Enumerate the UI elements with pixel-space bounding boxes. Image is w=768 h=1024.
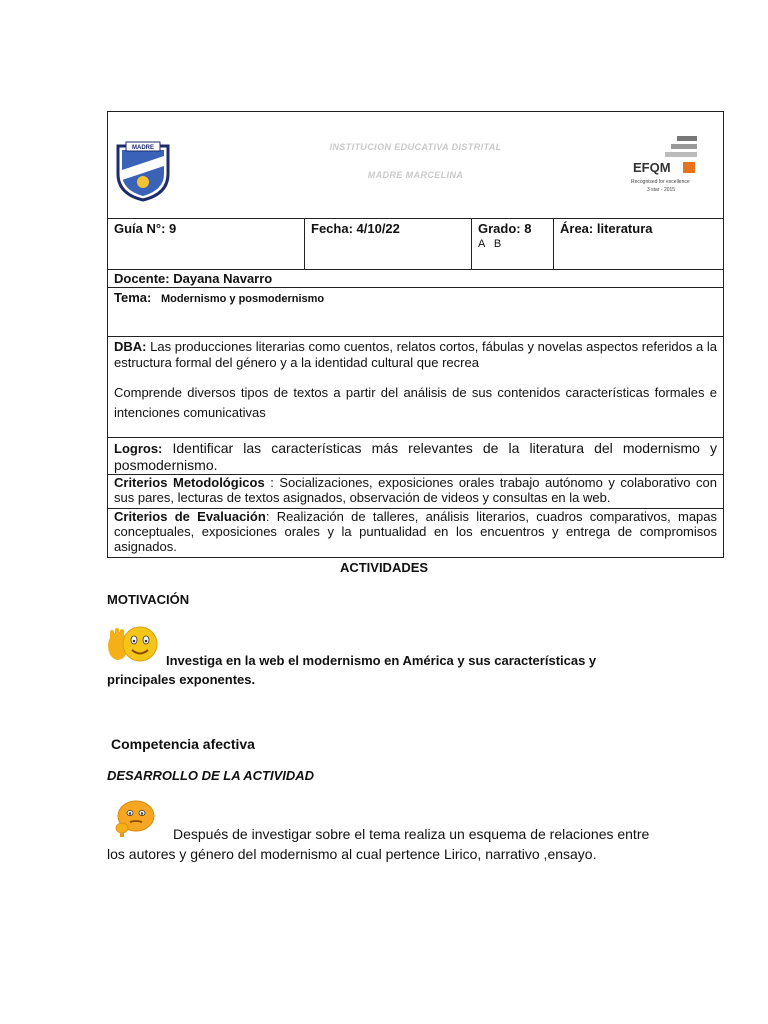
dba-text-1: Las producciones literarias como cuentos, relatos cortos, fábulas y novelas aspectos referidos a la estructura formal del género y a la identidad cultural que recrea	[114, 339, 717, 370]
criterios-evaluacion-row	[108, 508, 723, 557]
docente-row	[108, 269, 723, 287]
cert-line2: 3 star - 2015	[647, 187, 676, 193]
competencia-afectiva: Competencia afectiva	[111, 736, 255, 752]
logros-label: Logros:	[114, 441, 163, 456]
motivacion-text-line2: principales exponentes.	[107, 672, 256, 687]
logros-row	[108, 437, 723, 474]
tema-value: Modernismo y posmodernismo	[160, 293, 325, 305]
cert-line1: Recognised for excellence	[631, 179, 690, 185]
logros-text: Identificar las características más relevantes de la literatura del modernismo y posmodernismo.	[114, 440, 717, 473]
desarrollo-title: DESARROLLO DE LA ACTIVIDAD	[107, 768, 315, 783]
guia-cell: Guía N°: 9	[114, 221, 177, 236]
fecha-cell: Fecha: 4/10/22	[304, 219, 471, 269]
efqm-certification-logo	[631, 134, 703, 198]
grado-groups: A B	[478, 238, 502, 250]
dba-paragraph-1	[114, 339, 717, 371]
grado-cell	[471, 219, 553, 269]
grado-label: Grado: 8	[478, 221, 532, 236]
guide-table	[107, 111, 724, 558]
dba-row	[108, 336, 723, 437]
criterios-metodologicos-text: : Socializaciones, exposiciones orales trabajo autónomo y colaborativo con sus pares, lecturas de textos asignados, observación de videos y consultas en la web.	[114, 475, 717, 505]
criterios-evaluacion-cell	[108, 509, 723, 557]
dba-cell	[108, 337, 723, 437]
dba-label: DBA:	[114, 339, 147, 354]
motivacion-text-line1: Investiga en la web el modernismo en América y sus características y	[166, 653, 597, 668]
logo-text: MADRE	[132, 145, 154, 151]
motivacion-title: MOTIVACIÓN	[107, 592, 190, 607]
desarrollo-text-line2: los autores y género del modernismo al cual pertence Lirico, narrativo ,ensayo.	[107, 846, 597, 862]
institution-name: INSTITUCION EDUCATIVA DISTRITAL	[329, 142, 502, 152]
efqm-text: EFQM	[633, 160, 671, 175]
docente-cell: Docente: Dayana Navarro	[114, 271, 273, 286]
school-name: MADRE MARCELINA	[367, 170, 464, 180]
criterios-metodologicos-cell	[108, 475, 723, 508]
desarrollo-text-line1: Después de investigar sobre el tema realiza un esquema de relaciones entre	[173, 826, 650, 842]
area-cell: Área: literatura	[553, 219, 723, 269]
activities-title: ACTIVIDADES	[339, 560, 429, 575]
dba-text-2: Comprende diversos tipos de textos a partir del análisis de sus contenidos características formales e intenciones comunicativas	[114, 385, 717, 420]
criterios-evaluacion-label: Criterios de Evaluación	[114, 509, 266, 524]
header-row	[108, 112, 723, 218]
info-row	[108, 218, 723, 269]
tema-label: Tema:	[114, 290, 152, 305]
criterios-metodologicos-label: Criterios Metodológicos	[114, 475, 265, 490]
waving-smiley-icon	[104, 620, 160, 668]
criterios-evaluacion-text: : Realización de talleres, análisis literarios, cuadros comparativos, mapas conceptuales, exposiciones orales y la puntualidad en los encuentros y entrega de compromisos asignados.	[114, 509, 718, 554]
logros-cell	[108, 438, 723, 474]
criterios-metodologicos-row	[108, 474, 723, 508]
thinking-smiley-icon	[110, 798, 158, 840]
tema-row	[108, 287, 723, 336]
tema-cell	[108, 288, 330, 336]
